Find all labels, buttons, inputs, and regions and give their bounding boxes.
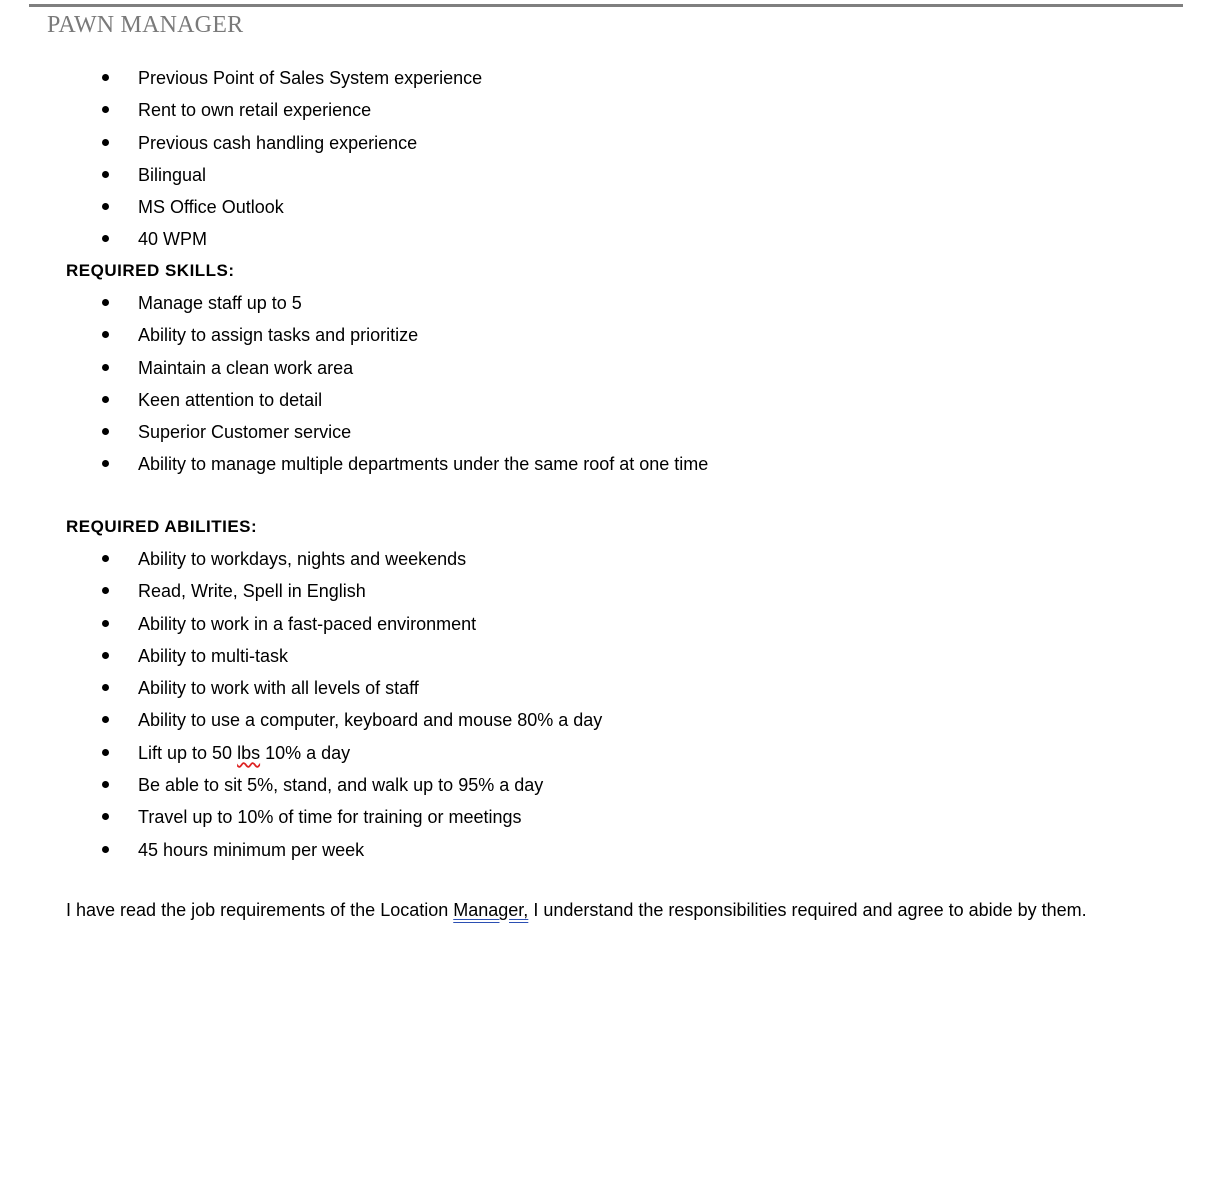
list-item	[0, 132, 1209, 164]
list-item	[0, 645, 1209, 677]
preferred-list	[0, 67, 1209, 261]
required-abilities-section	[0, 548, 1209, 871]
bullet-icon	[102, 171, 109, 178]
list-item-text: Ability to use a computer, keyboard and mouse 80% a day	[138, 710, 603, 731]
list-item	[0, 67, 1209, 99]
bullet-icon	[102, 364, 109, 371]
header-rule	[29, 4, 1183, 7]
list-item-text: Be able to sit 5%, stand, and walk up to 95% a day	[138, 775, 544, 796]
bullet-icon	[102, 813, 109, 820]
list-item	[0, 292, 1209, 324]
list-item-text: Previous cash handling experience	[138, 132, 418, 153]
document-title: PAWN MANAGER	[47, 12, 244, 38]
bullet-icon	[102, 781, 109, 788]
list-item-text: Ability to workdays, nights and weekends	[138, 549, 467, 569]
list-item-text: 40 WPM	[138, 229, 208, 250]
bullet-icon	[102, 460, 109, 467]
list-item	[0, 196, 1209, 228]
list-item-text: Superior Customer service	[138, 422, 352, 443]
list-item	[0, 613, 1209, 645]
list-item	[0, 99, 1209, 131]
bullet-icon	[102, 299, 109, 306]
text-run: I have read the job requirements of the Location	[66, 900, 454, 920]
spelling-flagged-word[interactable]: lbs	[237, 742, 261, 763]
grammar-flagged-word[interactable]: Manager,	[453, 900, 529, 920]
required-skills-heading: REQUIRED SKILLS:	[66, 261, 235, 280]
required-skills-list	[0, 292, 1209, 486]
list-item-text: Read, Write, Spell in English	[138, 581, 366, 602]
list-item-text: Manage staff up to 5	[138, 293, 302, 313]
list-item	[0, 806, 1209, 838]
list-item	[0, 164, 1209, 196]
text-run: 10% a day	[260, 742, 351, 763]
bullet-icon	[102, 139, 109, 146]
bullet-icon	[102, 106, 109, 113]
list-item	[0, 709, 1209, 741]
list-item	[0, 742, 1209, 774]
list-item-text: Ability to manage multiple departments under the same roof at one time	[138, 454, 709, 475]
list-item-text: Travel up to 10% of time for training or meetings	[138, 807, 522, 828]
bullet-icon	[102, 396, 109, 403]
bullet-icon	[102, 428, 109, 435]
bullet-icon	[102, 684, 109, 691]
bullet-icon	[102, 203, 109, 210]
list-item	[0, 774, 1209, 806]
list-item-text: MS Office Outlook	[138, 197, 284, 218]
list-item-text	[138, 742, 350, 764]
list-item-text: Ability to multi-task	[138, 645, 289, 666]
bullet-icon	[102, 331, 109, 338]
text-run: I understand the responsibilities required and agree to abide by them.	[528, 900, 1087, 920]
list-item	[0, 228, 1209, 260]
list-item-text: Keen attention to detail	[138, 389, 323, 410]
list-item-text: 45 hours minimum per week	[138, 839, 365, 860]
bullet-icon	[102, 555, 109, 562]
bullet-icon	[102, 587, 109, 594]
text-run: Lift up to 50	[138, 742, 238, 763]
list-item-text: Rent to own retail experience	[138, 100, 372, 121]
list-item	[0, 677, 1209, 709]
bullet-icon	[102, 652, 109, 659]
list-item-text: Previous Point of Sales System experience	[138, 68, 483, 88]
bullet-icon	[102, 235, 109, 242]
list-item-text: Ability to work in a fast-paced environment	[138, 613, 477, 634]
list-item-text: Ability to assign tasks and prioritize	[138, 325, 419, 346]
bullet-icon	[102, 620, 109, 627]
bullet-icon	[102, 749, 109, 756]
required-skills-section	[0, 292, 1209, 486]
list-item	[0, 357, 1209, 389]
bullet-icon	[102, 74, 109, 81]
list-item	[0, 580, 1209, 612]
required-abilities-heading: REQUIRED ABILITIES:	[66, 517, 258, 536]
preferred-list-section	[0, 67, 1209, 261]
list-item-text: Ability to work with all levels of staff	[138, 678, 419, 699]
list-item	[0, 548, 1209, 580]
bullet-icon	[102, 846, 109, 853]
list-item-text: Bilingual	[138, 164, 207, 185]
list-item	[0, 453, 1209, 485]
list-item-text: Maintain a clean work area	[138, 357, 354, 378]
list-item	[0, 839, 1209, 871]
bullet-icon	[102, 716, 109, 723]
list-item	[0, 389, 1209, 421]
acknowledgement-paragraph	[66, 899, 1087, 921]
list-item	[0, 421, 1209, 453]
list-item	[0, 324, 1209, 356]
required-abilities-list	[0, 548, 1209, 871]
